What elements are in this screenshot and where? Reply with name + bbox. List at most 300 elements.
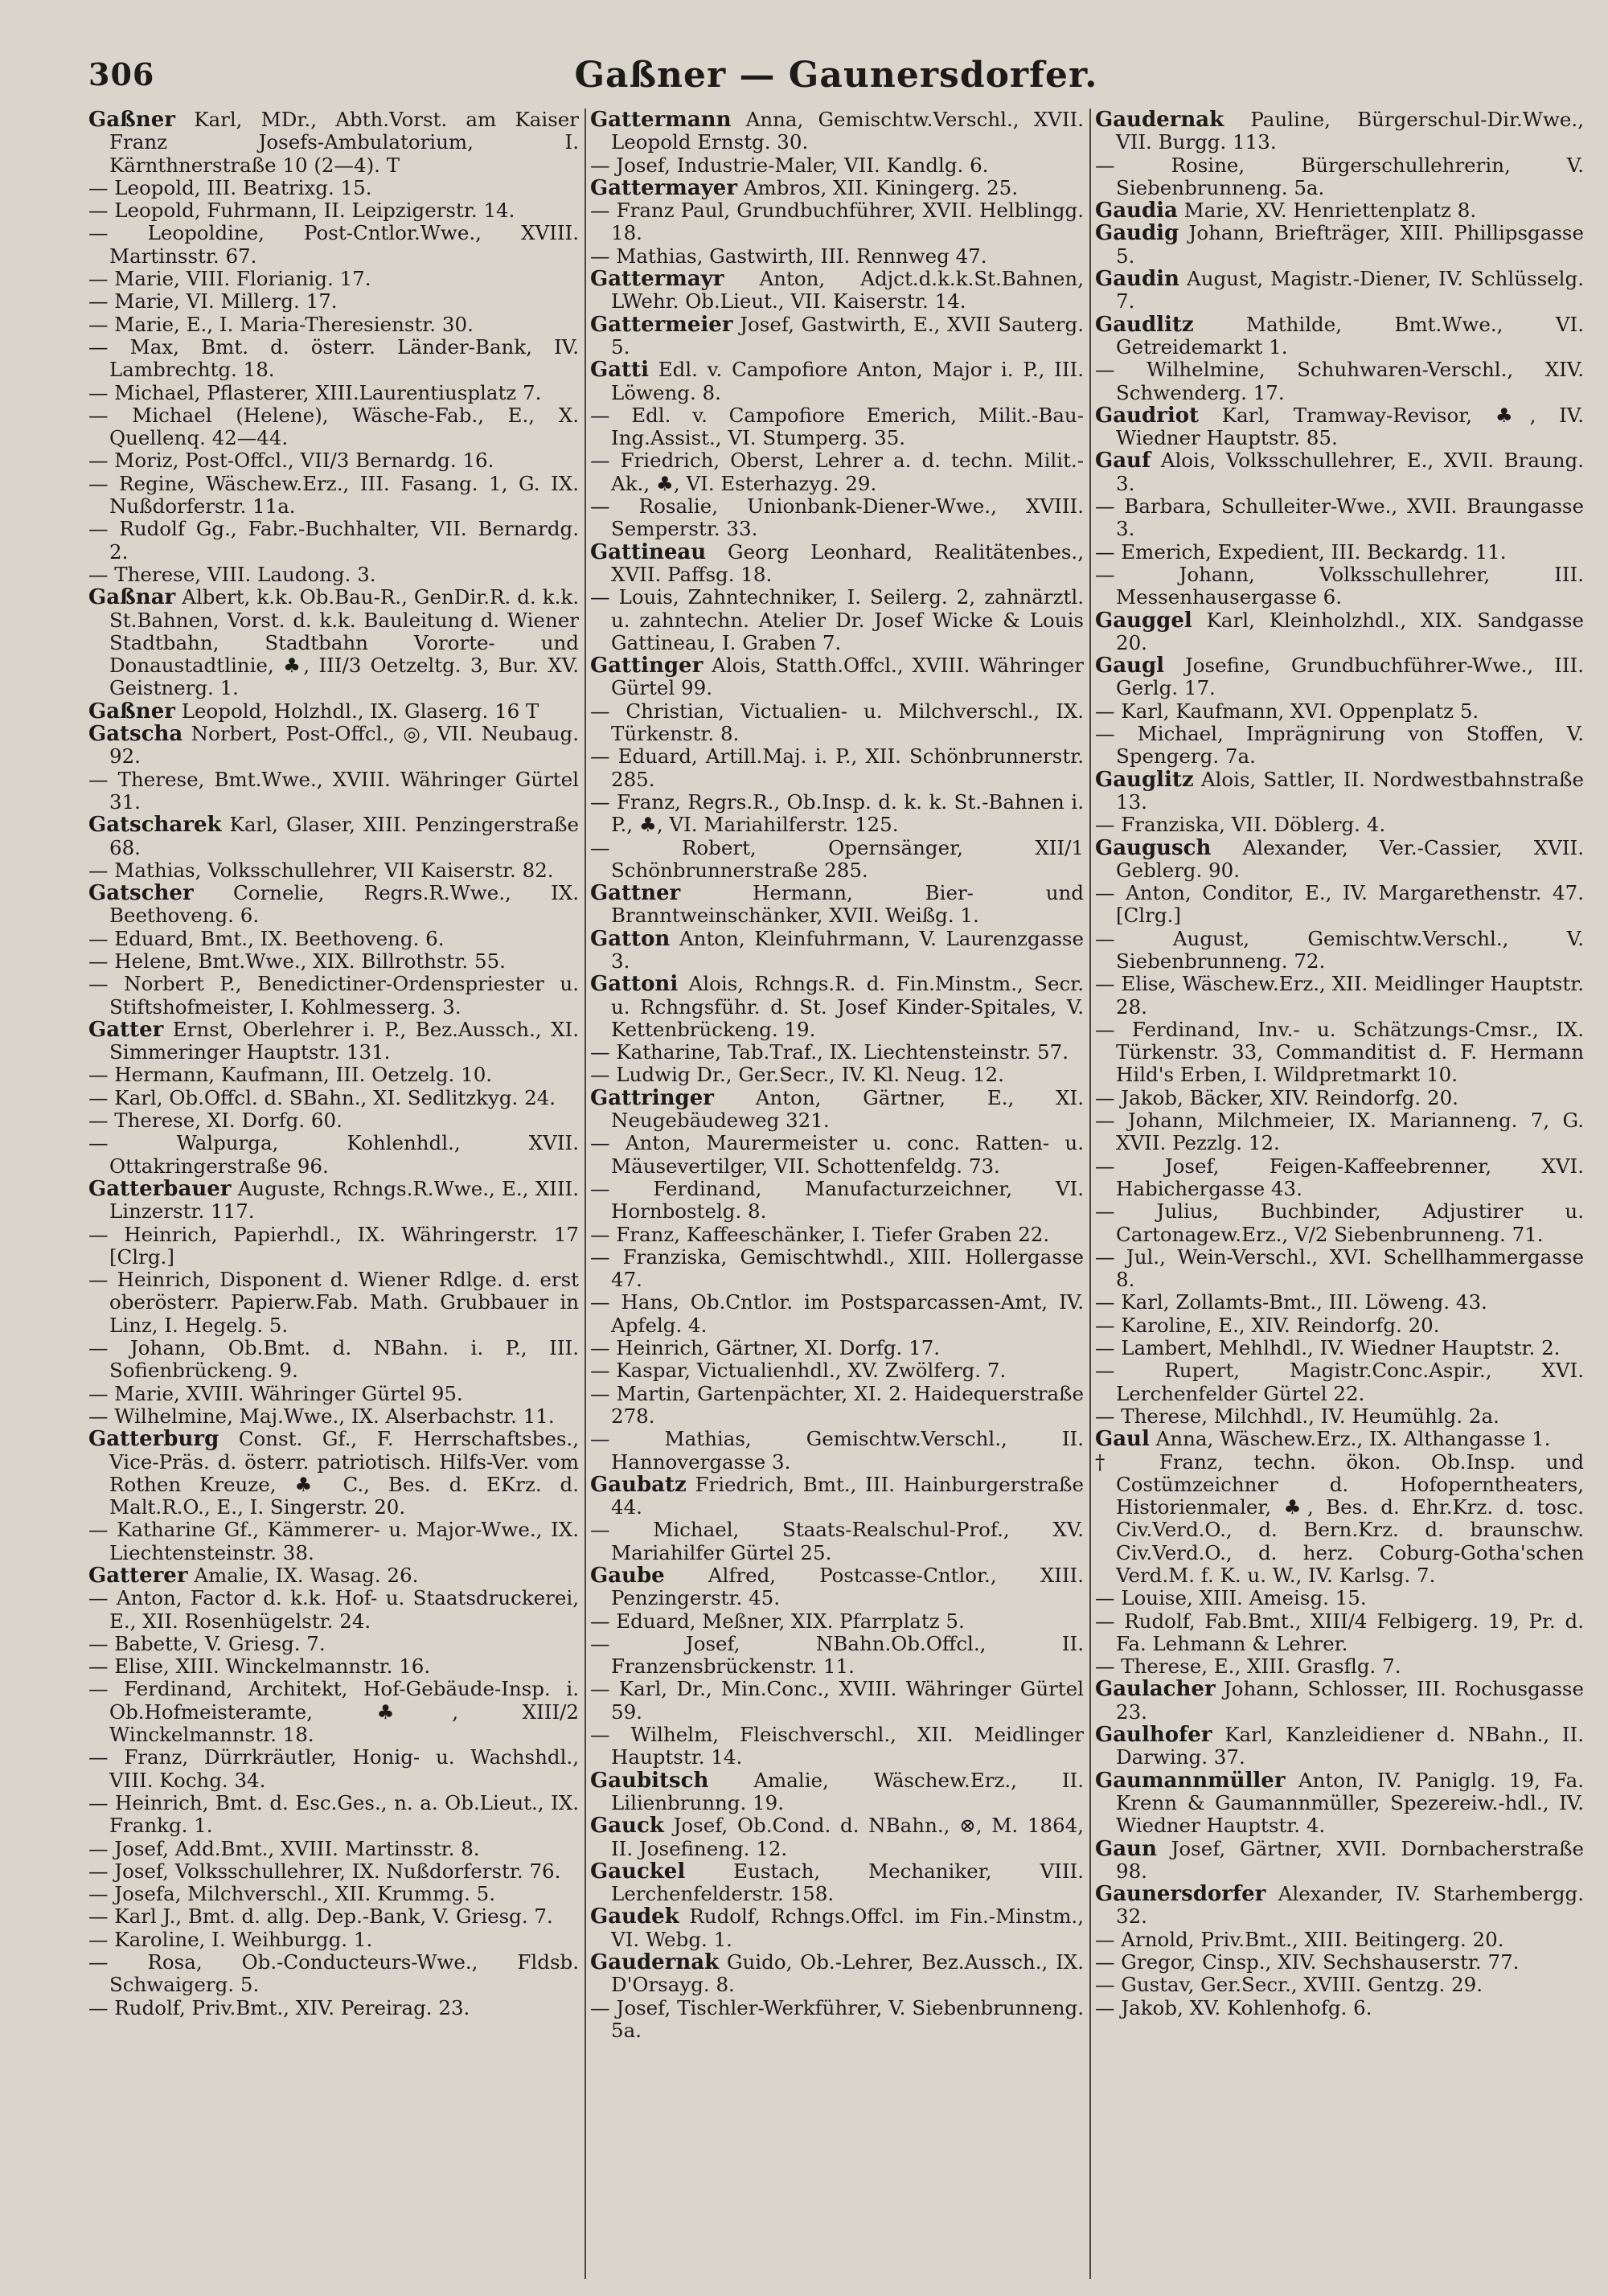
entry-text: — Marie, XVIII. Währinger Gürtel 95. (88, 1381, 463, 1405)
entry-text: — Regine, Wäschew.Erz., III. Fasang. 1, G. IX. Nußdorferstr. 11a. (88, 471, 579, 519)
entry-text: Johann, Briefträger, XIII. Phillipsgasse 5. (1116, 221, 1584, 268)
directory-entry-head (590, 359, 1084, 404)
entry-surname: Gaugl (1095, 654, 1165, 679)
directory-entry (1095, 814, 1584, 836)
directory-entry (1095, 1451, 1584, 1588)
entry-text: — Norbert P., Benedictiner-Ordenspriester u. Stiftshofmeister, I. Kohlmesserg. 3. (88, 972, 579, 1019)
directory-entry (590, 745, 1084, 791)
directory-entry-head (88, 700, 579, 723)
directory-entry (1095, 154, 1584, 200)
entry-surname: Gaudin (1095, 267, 1179, 292)
directory-entry (590, 449, 1084, 495)
directory-entry-head (88, 882, 579, 928)
entry-text: — Julius, Buchbinder, Adjustirer u. Cartonagew.Erz., V/2 Siebenbrunneng. 71. (1095, 1199, 1584, 1246)
entry-text: Josef, Ob.Cond. d. NBahn., ⊗, M. 1864, II. Josefineng. 12. (611, 1814, 1084, 1860)
directory-entry (1095, 723, 1584, 769)
entry-text: — Johann, Ob.Bmt. d. NBahn. i. P., III. Sofienbrückeng. 9. (88, 1336, 579, 1383)
directory-entry (590, 791, 1084, 837)
directory-entry (88, 928, 579, 950)
entry-text: — Josef, Volksschullehrer, IX. Nußdorferstr. 76. (88, 1859, 561, 1883)
directory-entry (590, 1383, 1084, 1429)
entry-text: — Christian, Victualien- u. Milchverschl., IX. Türkenstr. 8. (590, 699, 1084, 746)
entry-text: Karl, Kleinholzhdl., XIX. Sandgasse 20. (1116, 608, 1584, 654)
entry-text: — Rosa, Ob.-Conducteurs-Wwe., Fldsb. Schwaigerg. 5. (88, 1950, 579, 1997)
entry-text: — Karoline, I. Weihburgg. 1. (88, 1927, 373, 1951)
entry-text: — Heinrich, Disponent d. Wiener Rdlge. d. erst oberösterr. Papierw.Fab. Math. Grubbauer in Linz, I. Hegelg. 5. (88, 1268, 579, 1337)
entry-surname: Gauck (590, 1814, 664, 1839)
entry-text: Karl, Tramway-Revisor, ♣, IV. Wiedner Hauptstr. 85. (1116, 403, 1584, 450)
entry-surname: Gaudernak (1095, 109, 1224, 132)
directory-entry (1095, 1610, 1584, 1656)
directory-entry-head (590, 177, 1084, 199)
directory-entry (88, 336, 579, 382)
directory-entry (88, 1997, 579, 2019)
entry-text: — Michael (Helene), Wäsche-Fab., E., X. Quellenq. 42—44. (88, 403, 579, 450)
directory-entry (88, 404, 579, 450)
entry-surname: Gatscha (88, 722, 183, 747)
entry-surname: Gaube (590, 1564, 665, 1588)
directory-entry (590, 586, 1084, 654)
directory-entry-head (88, 814, 579, 859)
entry-text: † Franz, techn. ökon. Ob.Insp. und Costümzeichner d. Hofoperntheaters, Historienmaler, ♣, Bes. d. Ehr.Krz. d. tosc. Civ.Verd.O., d. Bern.Krz. d. braunschw. Civ.Verd.O., d. herz. Coburg-Gotha'schen Verd.M. f. K. u. W., IV. Karlsg. 7. (1095, 1449, 1584, 1587)
entry-text: — Rosine, Bürgerschullehrerin, V. Siebenbrunneng. 5a. (1095, 153, 1584, 199)
column-2 (590, 109, 1084, 2279)
directory-entry (1095, 1200, 1584, 1246)
entry-surname: Gaßner (88, 699, 175, 724)
directory-entry (590, 1678, 1084, 1724)
directory-entry-head (1095, 837, 1584, 883)
entry-text: — Jakob, XV. Kohlenhofg. 6. (1095, 1995, 1372, 2019)
entry-text: Mathilde, Bmt.Wwe., VI. Getreidemarkt 1. (1116, 312, 1584, 359)
entry-surname: Gatterburg (88, 1427, 219, 1452)
entry-surname: Gattermayer (590, 175, 738, 200)
directory-entry (88, 1633, 579, 1655)
directory-entry (590, 154, 1084, 177)
entry-surname: Gauckel (590, 1859, 686, 1884)
directory-entry (1095, 1951, 1584, 1974)
directory-entry (88, 1905, 579, 1928)
entry-surname: Gaun (1095, 1836, 1157, 1861)
entry-surname: Gatscher (88, 881, 194, 906)
entry-text: — Heinrich, Bmt. d. Esc.Ges., n. a. Ob.Lieut., IX. Frankg. 1. (88, 1790, 579, 1838)
entry-text: — Josefa, Milchverschl., XII. Krummg. 5. (88, 1882, 496, 1906)
entry-surname: Gatscharek (88, 813, 222, 838)
directory-entry (1095, 973, 1584, 1019)
entry-text: — Ferdinand, Inv.- u. Schätzungs-Cmsr., IX. Türkenstr. 33, Commanditist d. F. Hermann Hild's Erben, I. Wildpretmarkt 10. (1095, 1017, 1584, 1087)
directory-entry-head (590, 541, 1084, 587)
entry-text: — Michael, Imprägnirung von Stoffen, V. Spengerg. 7a. (1095, 722, 1584, 769)
entry-surname: Gattoni (590, 972, 679, 997)
directory-entry (1095, 1405, 1584, 1428)
entry-text: Karl, Kanzleidiener d. NBahn., II. Darwing. 37. (1116, 1723, 1584, 1769)
entry-surname: Gaunersdorfer (1095, 1882, 1266, 1907)
entry-text: — Wilhelm, Fleischverschl., XII. Meidlinger Hauptstr. 14. (590, 1723, 1084, 1769)
entry-surname: Gaubatz (590, 1472, 687, 1497)
entry-text: — Anton, Conditor, E., IV. Margarethenstr. 47. [Clrg.] (1095, 881, 1584, 928)
entry-text: — Johann, Volksschullehrer, III. Messenhausergasse 6. (1095, 562, 1584, 609)
directory-entry (88, 1519, 579, 1564)
entry-text: — Ludwig Dr., Ger.Secr., IV. Kl. Neug. 12. (590, 1063, 1004, 1087)
entry-text: Cornelie, Regrs.R.Wwe., IX. Beethoveng. 6. (109, 881, 579, 928)
entry-text: — Arnold, Priv.Bmt., XIII. Beitingerg. 20. (1095, 1927, 1504, 1951)
entry-text: Leopold, Holzhdl., IX. Glaserg. 16 T (181, 699, 539, 723)
entry-text: Karl, MDr., Abth.Vorst. am Kaiser Franz Josefs-Ambulatorium, I. Kärnthnerstraße 10 (2—4). T (109, 109, 579, 177)
directory-entry-head (590, 314, 1084, 359)
entry-text: — Robert, Opernsänger, XII/1 Schönbrunnerstraße 285. (590, 835, 1084, 882)
entry-surname: Gattineau (590, 539, 707, 564)
directory-entry (88, 1951, 579, 1997)
directory-entry (1095, 564, 1584, 609)
entry-surname: Gaßnar (88, 585, 176, 610)
entry-surname: Gatterer (88, 1564, 188, 1588)
entry-text: — Karl, Ob.Offcl. d. SBahn., XI. Sedlitzkyg. 24. (88, 1085, 556, 1109)
directory-entry (590, 1428, 1084, 1474)
entry-text: — Heinrich, Papierhdl., IX. Währingerstr. 17 [Clrg.] (88, 1222, 579, 1269)
entry-text: Ernst, Oberlehrer i. P., Bez.Aussch., XI. Simmeringer Hauptstr. 131. (109, 1017, 579, 1064)
entry-text: — Anton, Factor d. k.k. Hof- u. Staatsdruckerei, E., XII. Rosenhügelstr. 24. (88, 1586, 579, 1633)
directory-entry (88, 1929, 579, 1951)
entry-text: — Franziska, Gemischtwhdl., XIII. Hollergasse 47. (590, 1244, 1084, 1292)
entry-text: — Ferdinand, Manufacturzeichner, VI. Hornbostelg. 8. (590, 1176, 1084, 1224)
entry-text: Anna, Gemischtw.Verschl., XVII. Leopold Ernstg. 30. (611, 109, 1084, 154)
directory-entry (88, 314, 579, 336)
entry-text: — Leopold, Fuhrmann, II. Leipzigerstr. 14. (88, 199, 515, 223)
entry-surname: Gauglitz (1095, 767, 1194, 792)
entry-text: — Emerich, Expedient, III. Beckardg. 11. (1095, 539, 1507, 564)
directory-entry (1095, 359, 1584, 404)
directory-entry (88, 769, 579, 814)
directory-entry-head (88, 723, 579, 769)
directory-entry-head (88, 109, 579, 177)
entry-text: Karl, Glaser, XIII. Penzingerstraße 68. (109, 813, 579, 859)
directory-entry-head (88, 1428, 579, 1519)
directory-entry (590, 1064, 1084, 1086)
directory-entry (1095, 1655, 1584, 1678)
entry-surname: Gattinger (590, 654, 704, 679)
directory-entry (1095, 882, 1584, 928)
directory-entry (1095, 1997, 1584, 2019)
directory-entry-head (590, 1087, 1084, 1133)
directory-entry (88, 1405, 579, 1428)
directory-entry (590, 199, 1084, 245)
directory-entry-head (1095, 1769, 1584, 1838)
directory-entry-head (1095, 268, 1584, 314)
directory-entry-head (1095, 769, 1584, 814)
directory-entry (1095, 1929, 1584, 1951)
directory-entry-head (1095, 654, 1584, 700)
entry-text: — Rudolf, Fab.Bmt., XIII/4 Felbigerg. 19, Pr. d. Fa. Lehmann & Lehrer. (1095, 1609, 1584, 1655)
entry-surname: Gaugusch (1095, 835, 1212, 860)
directory-entry (88, 1792, 579, 1838)
entry-text: Const. Gf., F. Herrschaftsbes., Vice-Präs. d. österr. patriotisch. Hilfs-Ver. vom Rothen Kreuze, ♣ C., Bes. d. EKrz. d. Malt.R.O., E., I. Singerstr. 20. (109, 1427, 579, 1519)
entry-text: — Lambert, Mehlhdl., IV. Wiedner Hauptstr. 2. (1095, 1336, 1561, 1360)
directory-entry (88, 1337, 579, 1383)
directory-entry-head (1095, 199, 1584, 222)
entry-text: — Marie, E., I. Maria-Theresienstr. 30. (88, 312, 474, 336)
page-number: 306 (88, 56, 155, 92)
entry-text: — Helene, Bmt.Wwe., XIX. Billrothstr. 55. (88, 949, 506, 973)
entry-text: Alois, Rchngs.R. d. Fin.Minstm., Secr. u. Rchngsführ. d. St. Josef Kinder-Spitales, V. Kettenbrückeng. 19. (611, 972, 1084, 1041)
entry-text: — Heinrich, Gärtner, XI. Dorfg. 17. (590, 1336, 941, 1360)
directory-entry (88, 290, 579, 313)
directory-entry (1095, 541, 1584, 564)
directory-entry (590, 837, 1084, 883)
entry-text: Ambros, XII. Kiningerg. 25. (743, 175, 1019, 199)
entry-text: — Rosalie, Unionbank-Diener-Wwe., XVIII. Semperstr. 33. (590, 494, 1084, 541)
directory-entry (88, 1224, 579, 1269)
entry-text: — Ferdinand, Architekt, Hof-Gebäude-Insp. i. Ob.Hofmeisteramte, ♣, XIII/2 Winckelmannstr. 18. (88, 1677, 579, 1747)
entry-text: — Michael, Staats-Realschul-Prof., XV. Mariahilfer Gürtel 25. (590, 1518, 1084, 1564)
entry-text: Edl. v. Campofiore Anton, Major i. P., III. Löweng. 8. (611, 358, 1084, 404)
entry-surname: Gatton (590, 926, 671, 951)
entry-text: — Josef, Feigen-Kaffeebrenner, XVI. Habichergasse 43. (1095, 1154, 1584, 1200)
directory-entry (88, 973, 579, 1019)
entry-surname: Gatterbauer (88, 1176, 232, 1201)
entry-text: Hermann, Bier- und Branntweinschänker, XVII. Weißg. 1. (611, 881, 1084, 928)
directory-entry-head (88, 1178, 579, 1224)
directory-entry-head (590, 882, 1084, 928)
entry-surname: Gatter (88, 1017, 164, 1042)
entry-text: — Karl, Kaufmann, XVI. Oppenplatz 5. (1095, 699, 1479, 723)
entry-text: — Barbara, Schulleiter-Wwe., XVII. Braungasse 3. (1095, 494, 1584, 541)
entry-text: — Martin, Gartenpächter, XI. 2. Haidequerstraße 278. (590, 1381, 1084, 1428)
entry-text: Eustach, Mechaniker, VIII. Lerchenfelderstr. 158. (611, 1859, 1084, 1906)
directory-entry (1095, 1359, 1584, 1405)
entry-surname: Gaulhofer (1095, 1723, 1212, 1748)
entry-text: Rudolf, Rchngs.Offcl. im Fin.-Minstm., VI. Webg. 1. (611, 1904, 1084, 1951)
directory-entry-head (1095, 609, 1584, 655)
directory-entry-head (1095, 1678, 1584, 1724)
directory-columns (88, 109, 1584, 2279)
entry-text: Josef, Gastwirth, E., XVII Sauterg. 5. (611, 312, 1084, 359)
directory-entry-head (1095, 1428, 1584, 1450)
entry-surname: Gauf (1095, 449, 1151, 474)
entry-text: — August, Gemischtw.Verschl., V. Siebenbrunneng. 72. (1095, 926, 1584, 973)
directory-entry-head (590, 1769, 1084, 1815)
directory-entry-head (88, 586, 579, 699)
entry-text: — Kaspar, Victualienhdl., XV. Zwölferg. 7. (590, 1359, 1007, 1383)
entry-text: — Karl, Dr., Min.Conc., XVIII. Währinger Gürtel 59. (590, 1677, 1084, 1724)
entry-surname: Gaudia (1095, 199, 1178, 223)
directory-entry-head (1095, 1838, 1584, 1884)
directory-entry (88, 1269, 579, 1337)
directory-entry-head (1095, 404, 1584, 450)
entry-text: — Wilhelmine, Schuhwaren-Verschl., XIV. Schwenderg. 17. (1095, 358, 1584, 404)
directory-entry-head (590, 1905, 1084, 1951)
directory-entry-head (1095, 1883, 1584, 1929)
entry-surname: Gattermeier (590, 312, 733, 337)
column-1 (88, 109, 579, 2279)
directory-entry (88, 1746, 579, 1792)
directory-entry (590, 1519, 1084, 1564)
directory-entry-head (1095, 314, 1584, 359)
entry-text: — Jakob, Bäcker, XIV. Reindorfg. 20. (1095, 1085, 1458, 1109)
directory-entry (1095, 1974, 1584, 1996)
directory-entry (88, 1132, 579, 1178)
directory-entry (88, 473, 579, 519)
directory-entry (590, 1997, 1084, 2043)
entry-text: — Franz, Dürrkräutler, Honig- u. Wachshdl., VIII. Kochg. 34. (88, 1745, 579, 1792)
directory-entry (88, 222, 579, 268)
entry-text: — Mathias, Volksschullehrer, VII Kaiserstr. 82. (88, 858, 554, 882)
directory-entry (590, 1178, 1084, 1224)
entry-text: Pauline, Bürgerschul-Dir.Wwe., VII. Burgg. 113. (1116, 109, 1584, 154)
entry-text: — Mathias, Gastwirth, III. Rennweg 47. (590, 244, 987, 268)
column-3 (1095, 109, 1584, 2279)
directory-entry (88, 199, 579, 222)
entry-text: — Rupert, Magistr.Conc.Aspir., XVI. Lerchenfelder Gürtel 22. (1095, 1359, 1584, 1405)
directory-entry (590, 1246, 1084, 1292)
entry-text: — Eduard, Artill.Maj. i. P., XII. Schönbrunnerstr. 285. (590, 744, 1084, 791)
entry-text: — Walpurga, Kohlenhdl., XVII. Ottakringerstraße 96. (88, 1131, 579, 1178)
directory-entry-head (590, 654, 1084, 700)
directory-entry (590, 1610, 1084, 1633)
entry-surname: Gatti (590, 358, 649, 383)
entry-text: — Rudolf Gg., Fabr.-Buchhalter, VII. Bernardg. 2. (88, 517, 579, 564)
directory-entry (590, 1633, 1084, 1679)
entry-text: — Katharine, Tab.Traf., IX. Liechtensteinstr. 57. (590, 1040, 1069, 1064)
directory-entry (88, 1838, 579, 1860)
directory-entry (88, 177, 579, 199)
entry-text: — Friedrich, Oberst, Lehrer a. d. techn. Milit.-Ak., ♣, VI. Esterhazyg. 29. (590, 449, 1084, 495)
directory-entry (1095, 1155, 1584, 1201)
directory-entry-head (1095, 109, 1584, 154)
directory-entry (590, 404, 1084, 450)
directory-entry-head (590, 1474, 1084, 1519)
entry-text: Anna, Wäschew.Erz., IX. Althangasse 1. (1155, 1427, 1551, 1451)
entry-text: — Jul., Wein-Verschl., XVI. Schellhammergasse 8. (1095, 1244, 1584, 1292)
entry-surname: Gaßner (88, 109, 175, 132)
entry-text: — Mathias, Gemischtw.Verschl., II. Hannovergasse 3. (590, 1427, 1084, 1474)
directory-entry (88, 382, 579, 404)
directory-entry (88, 1678, 579, 1746)
directory-entry (590, 1359, 1084, 1382)
entry-surname: Gattringer (590, 1085, 714, 1110)
entry-text: — Eduard, Meßner, XIX. Pfarrplatz 5. (590, 1609, 965, 1633)
directory-entry (1095, 1291, 1584, 1314)
running-title: Gaßner — Gaunersdorfer. (574, 55, 1098, 96)
entry-text: Josefine, Grundbuchführer-Wwe., III. Gerlg. 17. (1116, 654, 1584, 700)
entry-text: Anton, Adjct.d.k.k.St.Bahnen, LWehr. Ob.Lieut., VII. Kaiserstr. 14. (611, 267, 1084, 314)
entry-text: — Therese, XI. Dorfg. 60. (88, 1109, 343, 1133)
entry-text: Auguste, Rchngs.R.Wwe., E., XIII. Linzerstr. 117. (109, 1176, 579, 1224)
entry-text: Albert, k.k. Ob.Bau-R., GenDir.R. d. k.k. St.Bahnen, Vorst. d. k.k. Bauleitung d. Wiener Stadtbahn, Stadtbahn Vororte- und Donaustadtlinie, ♣, III/3 Oetzeltg. 3, Bur. XV. Geistnerg. 1. (109, 585, 579, 700)
entry-text: Alois, Sattler, II. Nordwestbahnstraße 13. (1116, 767, 1584, 814)
directory-entry (1095, 1587, 1584, 1609)
directory-entry (88, 268, 579, 290)
directory-entry (88, 564, 579, 586)
entry-text: — Josef, Industrie-Maler, VII. Kandlg. 6. (590, 153, 989, 177)
entry-text: Guido, Ob.-Lehrer, Bez.Aussch., IX. D'Orsayg. 8. (611, 1950, 1084, 1997)
directory-entry (88, 449, 579, 472)
directory-entry (88, 518, 579, 564)
entry-text: Friedrich, Bmt., III. Hainburgerstraße 44. (611, 1472, 1084, 1519)
directory-entry-head (590, 973, 1084, 1041)
directory-entry (88, 1109, 579, 1132)
directory-entry (88, 950, 579, 973)
entry-text: — Therese, VIII. Laudong. 3. (88, 562, 376, 586)
entry-text: — Michael, Pflasterer, XIII.Laurentiusplatz 7. (88, 380, 542, 404)
entry-text: Anton, IV. Paniglg. 19, Fa. Krenn & Gaumannmüller, Spezereiw.-hdl., IV. Wiedner Hauptstr. 4. (1116, 1768, 1584, 1838)
directory-entry-head (88, 1564, 579, 1587)
entry-text: — Marie, VI. Millerg. 17. (88, 289, 338, 314)
entry-surname: Gaubitsch (590, 1768, 709, 1793)
entry-text: Anton, Gärtner, E., XI. Neugebäudeweg 321. (611, 1085, 1084, 1133)
directory-entry-head (590, 109, 1084, 154)
directory-entry-head (590, 1951, 1084, 1997)
entry-text: Amalie, Wäschew.Erz., II. Lilienbrunng. 19. (611, 1768, 1084, 1814)
entry-text: — Babette, V. Griesg. 7. (88, 1631, 326, 1655)
directory-entry-head (88, 1019, 579, 1064)
entry-text: — Gustav, Ger.Secr., XVIII. Gentzg. 29. (1095, 1973, 1483, 1997)
entry-text: — Johann, Milchmeier, IX. Marianneng. 7, G. XVII. Pezzlg. 12. (1095, 1109, 1584, 1155)
directory-entry (590, 1132, 1084, 1178)
directory-entry (1095, 1109, 1584, 1155)
entry-surname: Gaumannmüller (1095, 1768, 1286, 1793)
directory-entry (590, 700, 1084, 746)
entry-text: Amalie, IX. Wasag. 26. (194, 1564, 419, 1587)
entry-text: — Gregor, Cinsp., XIV. Sechshauserstr. 77. (1095, 1950, 1520, 1974)
directory-entry (1095, 928, 1584, 974)
directory-entry (590, 1337, 1084, 1359)
entry-text: — Elise, XIII. Winckelmannstr. 16. (88, 1654, 431, 1679)
entry-surname: Gattner (590, 881, 681, 906)
entry-text: — Karoline, E., XIV. Reindorfg. 20. (1095, 1313, 1440, 1337)
directory-entry (1095, 1337, 1584, 1359)
entry-text: — Franz, Regrs.R., Ob.Insp. d. k. k. St.-Bahnen i. P., ♣, VI. Mariahilferstr. 125. (590, 789, 1084, 837)
entry-text: — Josef, Tischler-Werkführer, V. Siebenbrunneng. 5a. (590, 1995, 1084, 2042)
entry-surname: Gauggel (1095, 608, 1192, 633)
directory-entry-head (590, 1860, 1084, 1906)
directory-entry-head (1095, 449, 1584, 495)
entry-surname: Gattermann (590, 109, 732, 132)
entry-text: — Max, Bmt. d. österr. Länder-Bank, IV. Lambrechtg. 18. (88, 334, 579, 382)
directory-entry-head (1095, 222, 1584, 268)
directory-entry (88, 1087, 579, 1109)
directory-entry (88, 1587, 579, 1633)
entry-text: — Franz Paul, Grundbuchführer, XVII. Helblingg. 18. (590, 199, 1084, 245)
entry-text: — Hans, Ob.Cntlor. im Postsparcassen-Amt, IV. Apfelg. 4. (590, 1290, 1084, 1337)
entry-text: Alexander, Ver.-Cassier, XVII. Geblerg. 90. (1116, 835, 1584, 882)
entry-text: — Therese, E., XIII. Grasflg. 7. (1095, 1654, 1401, 1679)
entry-text: — Josef, Add.Bmt., XVIII. Martinsstr. 8. (88, 1836, 480, 1860)
directory-entry (88, 1064, 579, 1086)
entry-text: August, Magistr.-Diener, IV. Schlüsselg. 7. (1116, 267, 1584, 314)
entry-surname: Gaulacher (1095, 1677, 1216, 1702)
directory-entry (1095, 1087, 1584, 1109)
directory-entry-head (590, 928, 1084, 974)
entry-surname: Gaul (1095, 1427, 1150, 1452)
entry-text: — Wilhelmine, Maj.Wwe., IX. Alserbachstr. 11. (88, 1404, 555, 1428)
directory-entry (88, 1383, 579, 1405)
entry-text: Norbert, Post-Offcl., ◎, VII. Neubaug. 92. (109, 722, 579, 769)
entry-text: — Elise, Wäschew.Erz., XII. Meidlinger Hauptstr. 28. (1095, 972, 1584, 1019)
directory-entry (590, 1224, 1084, 1246)
entry-text: Marie, XV. Henriettenplatz 8. (1183, 199, 1477, 223)
directory-entry (1095, 495, 1584, 541)
entry-text: — Moriz, Post-Offcl., VII/3 Bernardg. 16. (88, 449, 494, 473)
entry-text: — Edl. v. Campofiore Emerich, Milit.-Bau-Ing.Assist., VI. Stumperg. 35. (590, 403, 1084, 450)
entry-text: — Karl J., Bmt. d. allg. Dep.-Bank, V. Griesg. 7. (88, 1904, 553, 1929)
entry-text: Alois, Volksschullehrer, E., XVII. Braung. 3. (1116, 449, 1584, 495)
directory-entry (1095, 1246, 1584, 1292)
entry-text: Alfred, Postcasse-Cntlor., XIII. Penzingerstr. 45. (611, 1564, 1084, 1610)
entry-text: — Louise, XIII. Ameisg. 15. (1095, 1586, 1367, 1610)
directory-entry (88, 859, 579, 882)
entry-text: — Anton, Maurermeister u. conc. Ratten- u. Mäusevertilger, VII. Schottenfeldg. 73. (590, 1131, 1084, 1178)
directory-entry-head (590, 1814, 1084, 1860)
entry-surname: Gaudlitz (1095, 312, 1194, 337)
